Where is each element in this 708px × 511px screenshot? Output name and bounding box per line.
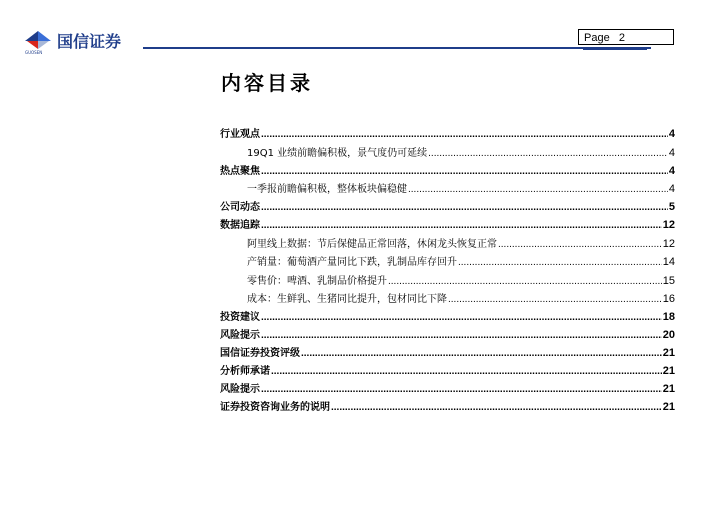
toc-entry[interactable] (220, 395, 675, 413)
page-indicator (578, 29, 674, 45)
table-of-contents (220, 122, 675, 413)
toc-leader-dots (498, 239, 662, 250)
toc-entry[interactable] (220, 140, 675, 159)
page-header (0, 0, 708, 60)
toc-entry[interactable] (220, 195, 675, 213)
toc-leader-dots (261, 129, 668, 140)
toc-entry[interactable] (220, 159, 675, 177)
toc-entry-label: 19Q1 业绩前瞻偏积极，景气度仍可延续 (247, 147, 428, 159)
toc-entry[interactable] (220, 305, 675, 323)
toc-entry-page: 4 (668, 146, 675, 159)
toc-entry-label: 热点聚焦 (220, 165, 260, 177)
toc-entry-page: 12 (662, 219, 675, 231)
toc-leader-dots (408, 184, 668, 195)
toc-entry-page: 5 (668, 201, 675, 213)
toc-entry-page: 4 (668, 183, 675, 195)
toc-entry[interactable] (220, 122, 675, 140)
toc-entry[interactable] (220, 377, 675, 395)
toc-entry-label: 证券投资咨询业务的说明 (220, 402, 330, 413)
toc-entry[interactable] (220, 287, 675, 306)
toc-entry-page: 21 (662, 401, 675, 413)
toc-entry-label: 公司动态 (220, 202, 260, 213)
toc-leader-dots (261, 166, 668, 177)
toc-entry-page: 4 (668, 164, 675, 177)
guosen-logo (23, 27, 143, 57)
page-indicator-bar (583, 47, 647, 50)
toc-leader-dots (428, 148, 668, 159)
toc-entry[interactable] (220, 268, 675, 287)
guosen-logo-icon (23, 29, 53, 51)
toc-entry-label: 分析师承诺 (220, 366, 270, 377)
toc-entry-label: 国信证券投资评级 (220, 348, 300, 359)
toc-entry[interactable] (220, 323, 675, 341)
toc-leader-dots (301, 348, 662, 359)
toc-entry[interactable] (220, 250, 675, 269)
toc-entry-label: 行业观点 (220, 129, 260, 140)
toc-leader-dots (271, 366, 662, 377)
toc-entry-page: 20 (662, 329, 675, 341)
toc-entry-label: 风险提示 (220, 330, 260, 341)
toc-entry-page: 4 (668, 128, 675, 140)
toc-entry-label: 阿里线上数据：节后保健品正常回落，休闲龙头恢复正常 (247, 238, 497, 250)
toc-title: 内容目录 (221, 71, 313, 95)
toc-leader-dots (331, 402, 662, 413)
toc-entry-page: 18 (662, 311, 675, 323)
toc-leader-dots (261, 202, 668, 213)
toc-entry[interactable] (220, 231, 675, 250)
toc-entry-page: 14 (662, 256, 675, 268)
toc-entry-page: 21 (662, 365, 675, 377)
toc-leader-dots (388, 276, 662, 287)
toc-entry-label: 一季报前瞻偏积极，整体板块偏稳健 (247, 184, 407, 195)
toc-entry-label: 数据追踪 (220, 220, 260, 231)
toc-leader-dots (261, 220, 662, 231)
toc-entry[interactable] (220, 359, 675, 377)
toc-entry-label: 成本：生鲜乳、生猪同比提升，包材同比下降 (247, 294, 447, 305)
header-rule (143, 47, 651, 49)
toc-entry-page: 15 (662, 274, 675, 287)
toc-entry[interactable] (220, 341, 675, 359)
toc-entry-label: 零售价：啤酒、乳制品价格提升 (247, 275, 387, 287)
toc-entry-page: 21 (662, 347, 675, 359)
toc-leader-dots (261, 330, 662, 341)
brand-sub: GUOSEN (25, 50, 43, 55)
toc-entry[interactable] (220, 177, 675, 196)
toc-entry-label: 产销量：葡萄酒产量同比下跌，乳制品库存回升 (247, 257, 457, 268)
toc-entry-page: 21 (662, 383, 675, 395)
toc-entry-page: 16 (662, 293, 675, 305)
brand-name: 国信证券 (57, 32, 122, 51)
page-label: Page (584, 32, 610, 44)
page-number: 2 (618, 32, 625, 44)
toc-entry-label: 投资建议 (220, 312, 260, 323)
toc-leader-dots (261, 384, 662, 395)
toc-entry-label: 风险提示 (220, 384, 260, 395)
toc-leader-dots (448, 294, 662, 305)
toc-leader-dots (261, 312, 662, 323)
toc-leader-dots (458, 257, 662, 268)
toc-entry-page: 12 (662, 237, 675, 250)
toc-entry[interactable] (220, 213, 675, 231)
